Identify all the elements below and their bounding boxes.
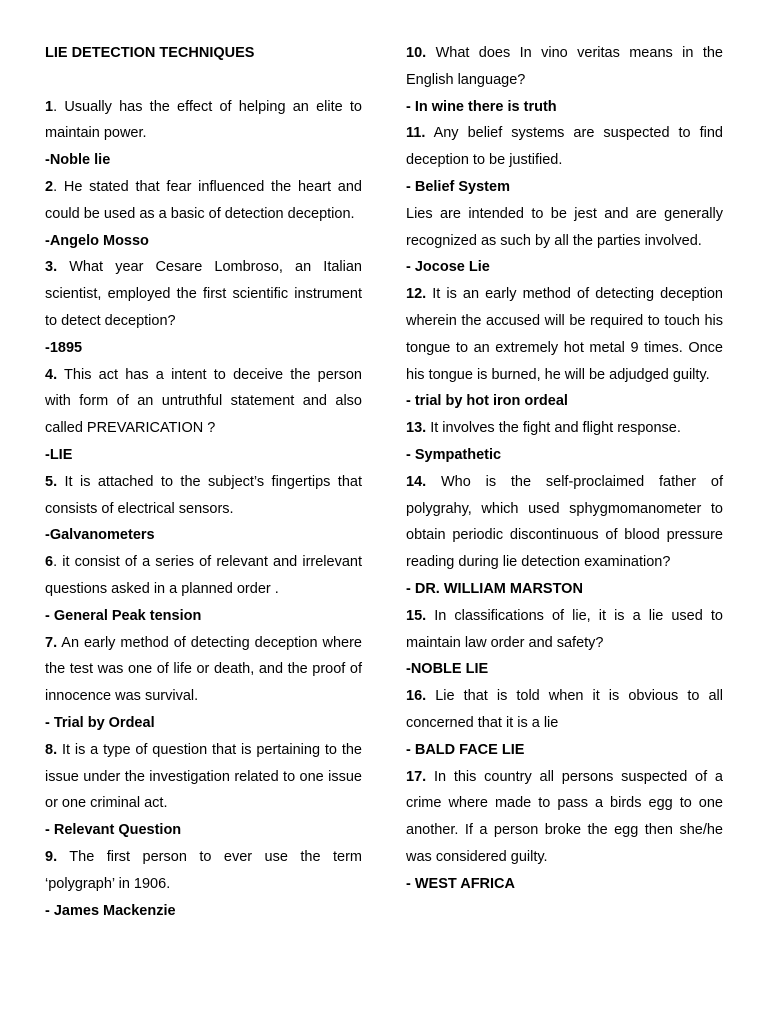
question-text: [406, 281, 723, 388]
question-number: 5.: [45, 473, 58, 490]
question-body: What does In vino veritas means in the English language?: [406, 45, 723, 88]
question-text: [45, 174, 362, 228]
answer-text: - WEST AFRICA: [406, 875, 516, 892]
question-text: [406, 603, 723, 657]
question-number: 3.: [45, 259, 58, 276]
question-text: [406, 40, 723, 94]
question-body: It involves the fight and flight response.: [426, 420, 681, 437]
question-item: [45, 254, 362, 361]
question-number: 6: [45, 554, 54, 571]
question-text: [406, 120, 723, 174]
answer-text: - Belief System: [406, 178, 510, 195]
question-number: 13.: [406, 420, 427, 437]
answer-text: -NOBLE LIE: [406, 661, 489, 678]
answer-text: -1895: [45, 339, 83, 356]
answer-text: - DR. WILLIAM MARSTON: [406, 580, 583, 597]
question-item: [406, 415, 723, 469]
question-item: [406, 603, 723, 683]
question-body: Any belief systems are suspected to find deception to be justified.: [406, 125, 723, 169]
question-text: [406, 201, 723, 255]
question-text: [406, 683, 723, 737]
question-item: [406, 120, 723, 200]
question-body: It is an early method of detecting deception wherein the accused will be required to touch his tongue to an extremely hot metal 9 times. Once his tongue is burned, he will be adjudged guilty.: [406, 286, 723, 383]
question-body: . He stated that fear influenced the heart and could be used as a basic of detection deception.: [45, 178, 362, 222]
question-item: [45, 844, 362, 924]
question-body: Lies are intended to be jest and are generally recognized as such by all the parties involved.: [406, 205, 723, 249]
question-text: [406, 415, 723, 442]
question-number: 15.: [406, 607, 427, 624]
question-number: 2: [45, 178, 54, 195]
question-item: [45, 362, 362, 469]
answer-text: -LIE: [45, 446, 73, 463]
left-question-list: [45, 94, 362, 925]
question-body: Who is the self-proclaimed father of polygrahy, which used sphygmomanometer to obtain periodic discontinuous of blood pressure reading during lie detection examination?: [406, 473, 723, 571]
question-text: [45, 737, 362, 817]
question-item: [406, 764, 723, 898]
question-number: 7.: [45, 634, 58, 651]
question-item: [45, 174, 362, 254]
answer-text: - BALD FACE LIE: [406, 741, 525, 758]
question-number: 17.: [406, 768, 427, 785]
question-number: 8.: [45, 741, 58, 758]
question-number: 9.: [45, 848, 58, 865]
question-text: [406, 469, 723, 576]
question-body: The first person to ever use the term ‘polygraph’ in 1906.: [45, 848, 362, 892]
answer-text: -Noble lie: [45, 152, 111, 169]
question-number: 10.: [406, 45, 427, 61]
answer-text: - In wine there is truth: [406, 98, 557, 115]
question-item: [406, 201, 723, 281]
question-text: [406, 764, 723, 871]
question-item: [406, 40, 723, 120]
answer-text: - Jocose Lie: [406, 259, 490, 276]
question-item: [45, 469, 362, 549]
right-question-list: [406, 40, 723, 898]
question-body: . Usually has the effect of helping an elite to maintain power.: [45, 98, 362, 142]
question-text: [45, 469, 362, 523]
question-text: [45, 844, 362, 898]
question-text: [45, 254, 362, 334]
question-body: It is a type of question that is pertaining to the issue under the investigation related to one issue or one criminal act.: [45, 741, 362, 812]
answer-text: - trial by hot iron ordeal: [406, 393, 568, 410]
question-body: It is attached to the subject’s fingertips that consists of electrical sensors.: [45, 473, 362, 517]
question-number: 1: [45, 98, 54, 115]
question-item: [406, 281, 723, 415]
question-body: In this country all persons suspected of a crime where made to pass a birds egg to one another. If a person broke the egg then she/he was considered guilty.: [406, 768, 723, 865]
question-text: [45, 362, 362, 442]
question-body: This act has a intent to deceive the person with form of an untruthful statement and also called PREVARICATION ?: [45, 366, 362, 437]
question-text: [45, 94, 362, 148]
question-item: [45, 549, 362, 629]
question-number: 12.: [406, 286, 427, 303]
question-body: What year Cesare Lombroso, an Italian scientist, employed the first scientific instrument to detect deception?: [45, 259, 362, 329]
question-number: 4.: [45, 366, 58, 383]
answer-text: - Sympathetic: [406, 446, 502, 463]
question-item: [406, 469, 723, 603]
document-title: LIE DETECTION TECHNIQUES: [45, 45, 255, 61]
question-item: [45, 737, 362, 844]
left-column: [45, 40, 362, 924]
question-body: An early method of detecting deception where the test was one of life or death, and the proof of innocence was survival.: [45, 634, 362, 705]
answer-text: - Trial by Ordeal: [45, 714, 155, 731]
question-text: [45, 630, 362, 710]
question-body: . it consist of a series of relevant and irrelevant questions asked in a planned order .: [45, 554, 362, 597]
question-item: [45, 94, 362, 174]
question-number: 14.: [406, 473, 427, 490]
question-item: [406, 683, 723, 763]
answer-text: - James Mackenzie: [45, 902, 176, 919]
answer-text: -Galvanometers: [45, 527, 155, 544]
right-column: [406, 40, 723, 898]
question-number: 16.: [406, 688, 427, 705]
question-body: Lie that is told when it is obvious to all concerned that it is a lie: [406, 688, 723, 731]
answer-text: - General Peak tension: [45, 607, 202, 624]
question-item: [45, 630, 362, 737]
question-body: In classifications of lie, it is a lie used to maintain law order and safety?: [406, 607, 723, 651]
question-number: 11.: [406, 125, 426, 142]
answer-text: - Relevant Question: [45, 822, 182, 839]
question-text: [45, 549, 362, 603]
answer-text: -Angelo Mosso: [45, 232, 149, 249]
